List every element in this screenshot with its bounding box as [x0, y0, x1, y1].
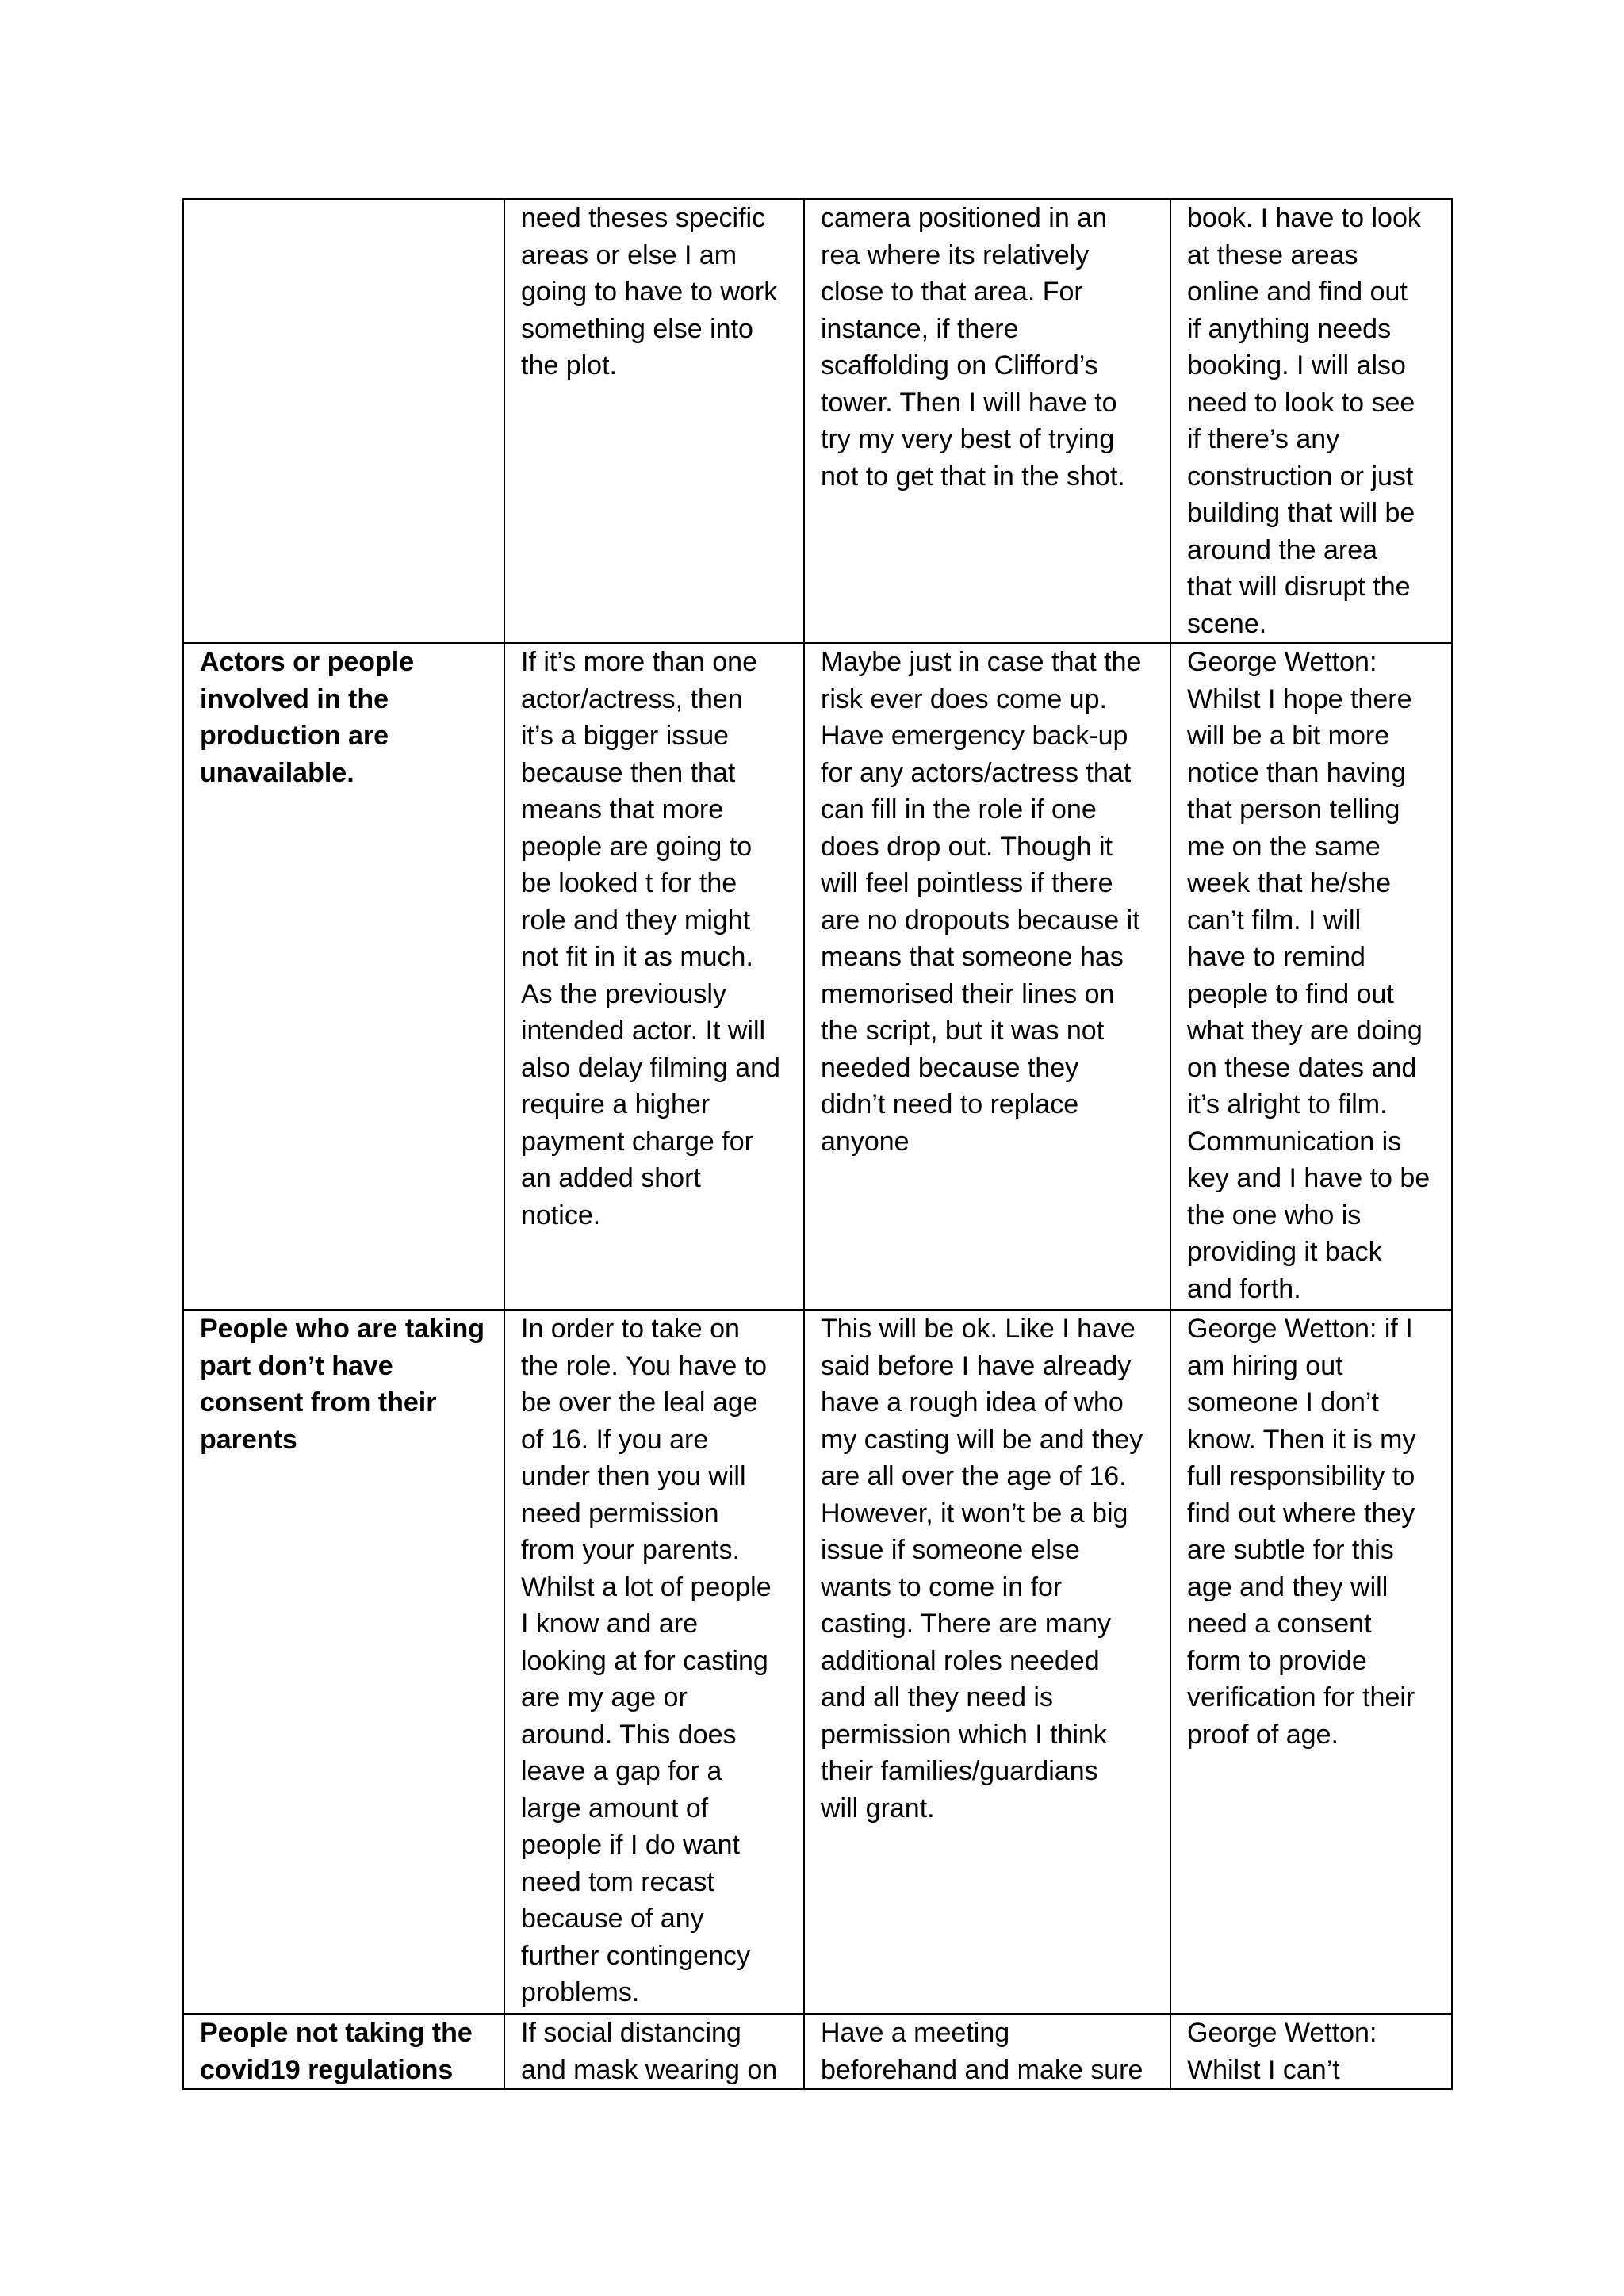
risk-cell: People who are taking part don’t have consent from their parents — [183, 1310, 504, 2014]
responsibility-cell: George Wetton: Whilst I hope there will be a bit more notice than having that person telling me on the same week that he/she can’t film. I will have to remind people to find out what they are doing on these dates and it’s alright to film. Communication is key and I have to be the one who is providing it back and forth. — [1170, 643, 1452, 1310]
impact-cell: In order to take on the role. You have to be over the leal age of 16. If you are under then you will need permission from your parents. Whilst a lot of people I know and are looking at for casting are my age or around. This does leave a gap for a large amount of people if I do want need tom recast because of any further contingency problems. — [504, 1310, 804, 2014]
table-row — [183, 199, 1452, 643]
risk-cell: Actors or people involved in the production are unavailable. — [183, 643, 504, 1310]
responsibility-cell: George Wetton: Whilst I can’t — [1170, 2014, 1452, 2089]
risk-cell — [183, 199, 504, 643]
table-row — [183, 643, 1452, 1310]
responsibility-cell: book. I have to look at these areas online and find out if anything needs booking. I will also need to look to see if there’s any construction or just building that will be around the area that will disrupt the scene. — [1170, 199, 1452, 643]
risk-cell: People not taking the covid19 regulations — [183, 2014, 504, 2089]
impact-cell: If it’s more than one actor/actress, then it’s a bigger issue because then that means that more people are going to be looked t for the role and they might not fit in it as much. As the previously intended actor. It will also delay filming and require a higher payment charge for an added short notice. — [504, 643, 804, 1310]
table-row — [183, 1310, 1452, 2014]
impact-cell: If social distancing and mask wearing on — [504, 2014, 804, 2089]
mitigation-cell: Maybe just in case that the risk ever does come up. Have emergency back-up for any actors/actress that can fill in the role if one does drop out. Though it will feel pointless if there are no dropouts because it means that someone has memorised their lines on the script, but it was not needed because they didn’t need to replace anyone — [804, 643, 1170, 1310]
mitigation-cell: This will be ok. Like I have said before I have already have a rough idea of who my casting will be and they are all over the age of 16. However, it won’t be a big issue if someone else wants to come in for casting. There are many additional roles needed and all they need is permission which I think their families/guardians will grant. — [804, 1310, 1170, 2014]
risk-assessment-table — [182, 198, 1453, 2090]
impact-cell: need theses specific areas or else I am going to have to work something else into the plot. — [504, 199, 804, 643]
mitigation-cell: camera positioned in an rea where its relatively close to that area. For instance, if there scaffolding on Clifford’s tower. Then I will have to try my very best of trying not to get that in the shot. — [804, 199, 1170, 643]
responsibility-cell: George Wetton: if I am hiring out someone I don’t know. Then it is my full responsibility to find out where they are subtle for this age and they will need a consent form to provide verification for their proof of age. — [1170, 1310, 1452, 2014]
table-row — [183, 2014, 1452, 2089]
mitigation-cell: Have a meeting beforehand and make sure — [804, 2014, 1170, 2089]
